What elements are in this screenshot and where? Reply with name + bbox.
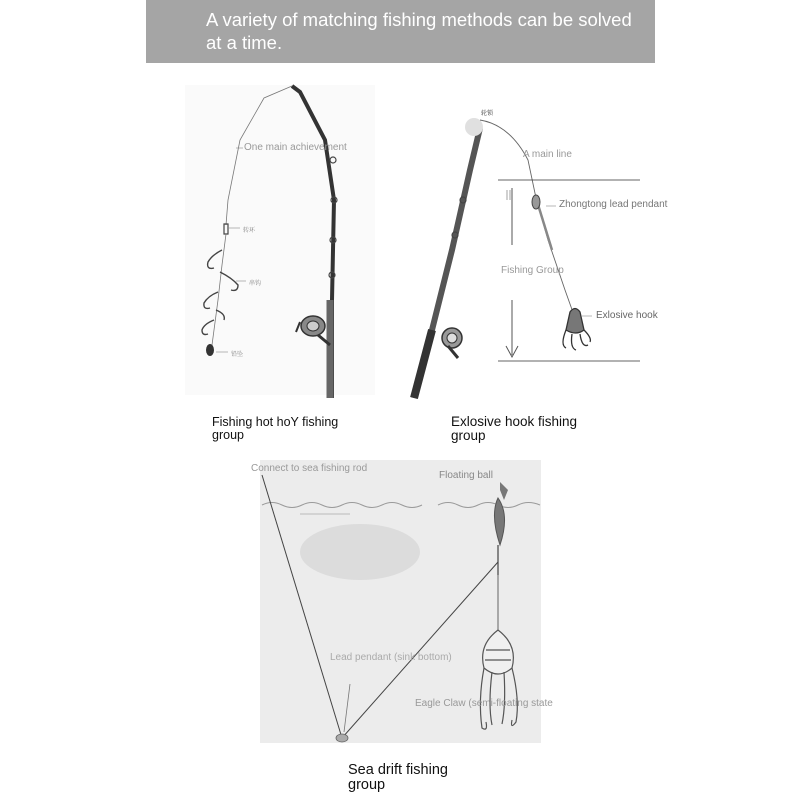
eagle-claw-label: Eagle Claw (semi-floating state [415,698,553,709]
sinker-label: 铅坠 [231,352,244,358]
rod-tip-label: 轮锁 [481,111,494,117]
panel2-caption-line1: Exlosive hook fishing [451,414,578,429]
banner-text: A variety of matching fishing methods can be solved at a time. [206,9,632,53]
lead-pendant-sink-label: Lead pendant (sink bottom) [330,652,452,663]
panel1-caption-line2: group [212,428,244,442]
panel2-caption-line2: group [451,428,486,443]
panel1-caption-line1: Fishing hot hoY fishing [212,415,339,429]
main-line-label: A main line [523,149,572,160]
rod-connect-label: Connect to sea fishing rod [251,463,368,474]
swivel-label: 转环 [243,228,256,234]
panel3-caption-line1: Sea drift fishing [348,762,448,778]
panel3-caption [348,763,448,793]
panel3-caption-line2: group [348,777,386,793]
string-hook-label: 串钩 [249,281,262,287]
floating-ball-label: Floating ball [439,470,493,481]
lead-pendant-icon [336,734,348,742]
lead-pendant-label: Zhongtong lead pendant [559,199,668,210]
explosive-hook-label: Exlosive hook [596,310,658,321]
fishing-group-label: Fishing Group [501,265,564,276]
main-achievement-label: One main achievement [244,142,347,153]
